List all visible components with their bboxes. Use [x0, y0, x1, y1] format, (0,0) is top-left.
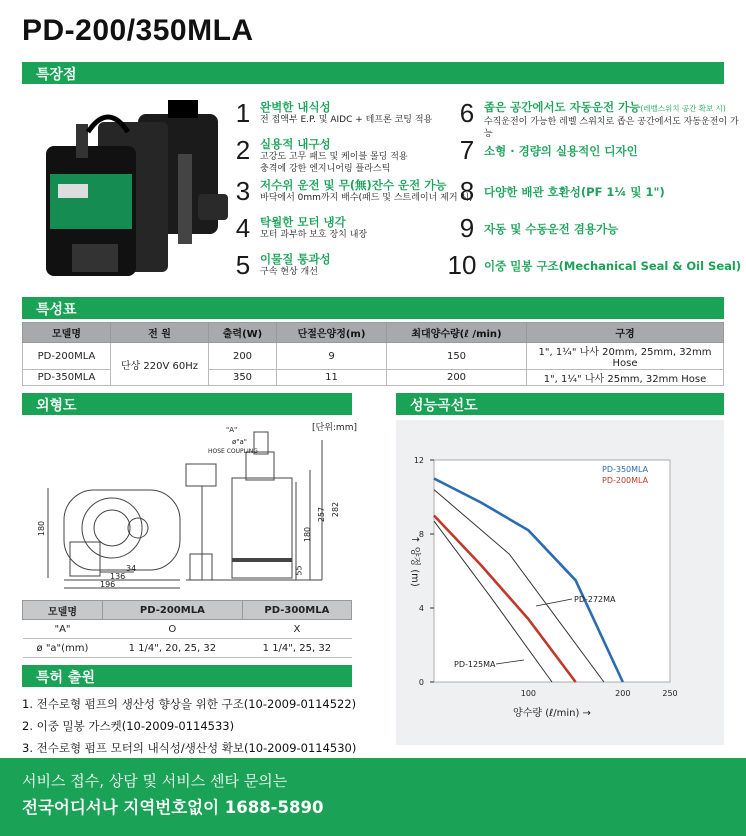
- feature-text: [260, 215, 367, 241]
- spec-cell: PD-200MLA: [23, 343, 111, 370]
- feature-heading: [260, 137, 408, 151]
- feature-item-1: [232, 100, 432, 126]
- feature-text: [484, 178, 665, 199]
- feature-heading: [260, 215, 367, 229]
- footer-phone: 전국어디서나 지역번호없이 1688-5890: [22, 798, 324, 817]
- feature-text: [260, 252, 331, 278]
- dim-header: PD-300MLA: [242, 601, 351, 620]
- feature-heading-text: 다양한 배관 호환성(PF 1¼ 및 1"): [484, 185, 665, 199]
- footer: [0, 758, 746, 836]
- feature-desc: 바닥에서 0mm까지 배수(패드 및 스트레이너 제거 시): [260, 193, 473, 203]
- feature-heading: [260, 252, 331, 266]
- feature-number: 2: [235, 135, 251, 165]
- dim-cell: 1 1/4", 25, 32: [242, 639, 351, 658]
- dim-header: PD-200MLA: [103, 601, 243, 620]
- feature-heading: [484, 100, 746, 116]
- spec-header-model: 모델명: [23, 323, 111, 343]
- spec-cell-power: 단상 220V 60Hz: [111, 343, 209, 386]
- label-a: "A": [226, 426, 238, 434]
- feature-item-8: [456, 178, 665, 204]
- spec-header-head: 단절은양정(m): [277, 323, 387, 343]
- dim-cell: O: [103, 620, 243, 639]
- x-tick-label: 200: [615, 689, 631, 698]
- feature-item-3: [232, 178, 473, 204]
- spec-header-output: 출력(W): [209, 323, 277, 343]
- label-phi: ø"a": [232, 438, 248, 446]
- spec-cell: 150: [387, 343, 527, 370]
- performance-chart-panel: [396, 420, 724, 745]
- dim-header: 모델명: [23, 601, 103, 620]
- spec-cell: 9: [277, 343, 387, 370]
- feature-text: [484, 252, 741, 273]
- y-tick-label: 8: [418, 530, 424, 539]
- feature-heading-text: 이물질 통과성: [260, 252, 331, 266]
- feature-item-7: [456, 137, 638, 163]
- spec-table: [22, 322, 724, 386]
- feature-number: 4: [235, 213, 251, 243]
- dim-cell: "A": [23, 620, 103, 639]
- dim-180a: 180: [37, 520, 47, 537]
- feature-heading-note: (레벨스위치 공간 확보 시): [640, 104, 726, 113]
- feature-number: 9: [459, 213, 475, 243]
- feature-heading: [484, 259, 741, 273]
- spec-header-bore: 구경: [527, 323, 724, 343]
- feature-desc: 전 접액부 E.P. 및 AIDC + 테프론 코팅 적용: [260, 115, 433, 125]
- spec-header-power: 전 원: [111, 323, 209, 343]
- y-axis-label: ↑ 양정 (m): [409, 535, 420, 587]
- feature-item-10: [446, 252, 741, 278]
- spec-cell: 350: [209, 370, 277, 386]
- feature-heading: [484, 222, 618, 236]
- feature-number: 7: [459, 135, 475, 165]
- dimension-table: [22, 600, 352, 658]
- feature-item-5: [232, 252, 331, 278]
- footer-line1: 서비스 접수, 상담 및 서비스 센타 문의는: [22, 772, 288, 790]
- feature-heading-text: 저수위 운전 및 무(無)잔수 운전 가능: [260, 178, 447, 192]
- feature-text: [260, 178, 473, 204]
- legend-entry: PD-200MLA: [602, 476, 649, 485]
- dim-180b: 180: [303, 526, 313, 543]
- y-tick-label: 0: [418, 678, 424, 687]
- section-bar-dims: 외형도: [22, 393, 352, 415]
- patent-item: 3. 전수로형 펌프 모터의 내식성/생산성 확보(10-2009-0114530): [22, 741, 357, 755]
- feature-text: [260, 100, 432, 126]
- feature-number: 8: [459, 176, 475, 206]
- spec-cell: PD-350MLA: [23, 370, 111, 386]
- section-bar-features: 특장점: [22, 62, 724, 84]
- feature-item-4: [232, 215, 367, 241]
- feature-text: [484, 215, 618, 236]
- feature-heading: [260, 178, 473, 192]
- x-axis-label: 양수량 (ℓ/min) →: [513, 708, 591, 719]
- feature-number: 6: [459, 98, 475, 128]
- feature-heading-text: 완벽한 내식성: [260, 100, 331, 114]
- feature-item-6: [456, 100, 746, 140]
- page-title: PD-200/350MLA: [22, 14, 254, 47]
- feature-heading-text: 자동 및 수동운전 겸용가능: [484, 222, 619, 236]
- spec-cell: 11: [277, 370, 387, 386]
- dim-196: 196: [100, 580, 116, 589]
- feature-heading: [484, 144, 638, 158]
- dim-257: 257: [317, 506, 327, 523]
- feature-number: 5: [235, 250, 251, 280]
- legend-entry: PD-350MLA: [602, 465, 649, 474]
- dim-55: 55: [294, 565, 304, 576]
- spec-cell: 200: [209, 343, 277, 370]
- section-bar-specs: 특성표: [22, 297, 724, 319]
- feature-heading-text: 이중 밀봉 구조(Mechanical Seal & Oil Seal): [484, 259, 742, 273]
- feature-number: 3: [235, 176, 251, 206]
- feature-text: [260, 137, 408, 175]
- feature-heading-text: 탁월한 모터 냉각: [260, 215, 346, 229]
- patent-item: 2. 이중 밀봉 가스켓(10-2009-0114533): [22, 719, 235, 733]
- unit-label: [단위:mm]: [312, 423, 357, 433]
- dim-cell: ø "a"(mm): [23, 639, 103, 658]
- feature-heading: [260, 100, 432, 114]
- pump-photo: [28, 94, 238, 284]
- feature-text: [484, 137, 638, 158]
- feature-number: 1: [235, 98, 251, 128]
- dim-cell: 1 1/4", 20, 25, 32: [103, 639, 243, 658]
- feature-desc: 수직운전이 가능한 레벨 스위치로 좁은 공간에서도 자동운전이 가능: [483, 117, 739, 139]
- spec-header-flow: 최대양수량(ℓ /min): [387, 323, 527, 343]
- feature-text: [484, 100, 746, 140]
- feature-heading-text: 소형 · 경량의 실용적인 디자인: [484, 144, 638, 158]
- spec-cell: 1", 1¼" 나사 25mm, 32mm Hose: [527, 370, 724, 386]
- y-tick-label: 12: [413, 456, 424, 465]
- section-bar-patents: 특허 출원: [22, 665, 352, 687]
- feature-number: 10: [447, 250, 477, 280]
- x-tick-label: 100: [520, 689, 537, 698]
- section-bar-perf: 성능곡선도: [396, 393, 724, 415]
- feature-desc: 고강도 고무 패드 및 케이블 몰딩 적용: [260, 152, 408, 162]
- dim-cell: X: [242, 620, 351, 639]
- feature-desc: 모터 과부하 보호 장치 내장: [260, 230, 368, 240]
- dimension-drawing: [22, 430, 352, 602]
- feature-item-2: [232, 137, 408, 175]
- feature-heading-text: 좁은 공간에서도 자동운전 가능: [483, 100, 641, 114]
- performance-chart: [396, 420, 724, 745]
- feature-heading-text: 실용적 내구성: [260, 137, 331, 151]
- spec-cell: 200: [387, 370, 527, 386]
- patent-item: 1. 전수로형 펌프의 생산성 향상을 위한 구조(10-2009-0114522): [22, 697, 357, 711]
- feature-item-9: [456, 215, 618, 241]
- series-label: PD-125MA: [454, 660, 496, 669]
- spec-cell: 1", 1¼" 나사 20mm, 25mm, 32mm Hose: [527, 343, 724, 370]
- label-hose: HOSE COUPLING: [208, 448, 258, 455]
- y-tick-label: 4: [418, 604, 424, 613]
- dim-34: 34: [126, 564, 137, 573]
- feature-desc: 구속 현상 개선: [260, 267, 318, 277]
- dim-282: 282: [331, 501, 341, 518]
- x-tick-label: 250: [662, 689, 678, 698]
- feature-desc: 충격에 강한 엔지니어링 플라스틱: [260, 164, 391, 174]
- series-label: PD-272MA: [574, 595, 616, 604]
- feature-heading: [484, 185, 665, 199]
- dim-136: 136: [110, 572, 126, 581]
